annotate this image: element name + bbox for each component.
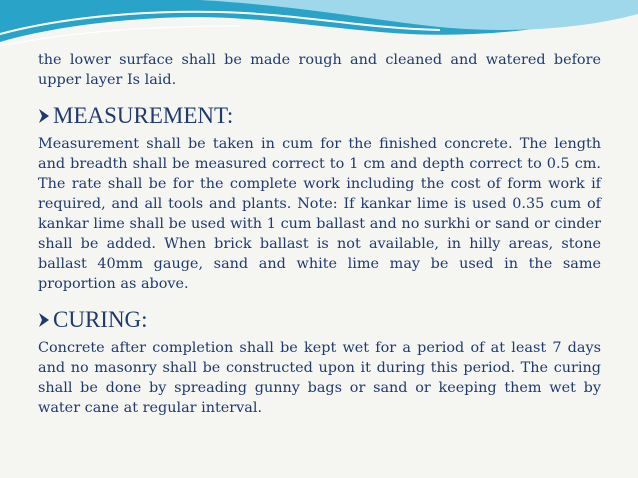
section-heading-text: CURING:: [53, 307, 148, 332]
arrow-bullet-icon: [38, 312, 50, 328]
curing-paragraph: Concrete after completion shall be kept wet for a period of at least 7 days and no masonry shall be constructed upon it during this period. The curing shall be done by spreading gunny bags or sand or keeping them wet by water cane at regular interval.: [38, 340, 601, 416]
slide-content: [38, 50, 601, 418]
section-heading-curing: [38, 305, 601, 335]
intro-paragraph: the lower surface shall be made rough and cleaned and watered before upper layer Is laid.: [38, 52, 601, 88]
measurement-paragraph: Measurement shall be taken in cum for the finished concrete. The length and breadth shall be measured correct to 1 cm and depth correct to 0.5 cm. The rate shall be for the complete work including the cost of form work if required, and all tools and plants. Note: If kankar lime is used 0.35 cum of kankar lime shall be used with 1 cum ballast and no surkhi or sand or cinder shall be added. When brick ballast is not available, in hilly areas, stone ballast 40mm gauge, sand and white lime may be used in the same proportion as above.: [38, 136, 601, 292]
section-heading-text: MEASUREMENT:: [53, 103, 234, 128]
section-heading-measurement: [38, 101, 601, 131]
arrow-bullet-icon: [38, 108, 50, 124]
